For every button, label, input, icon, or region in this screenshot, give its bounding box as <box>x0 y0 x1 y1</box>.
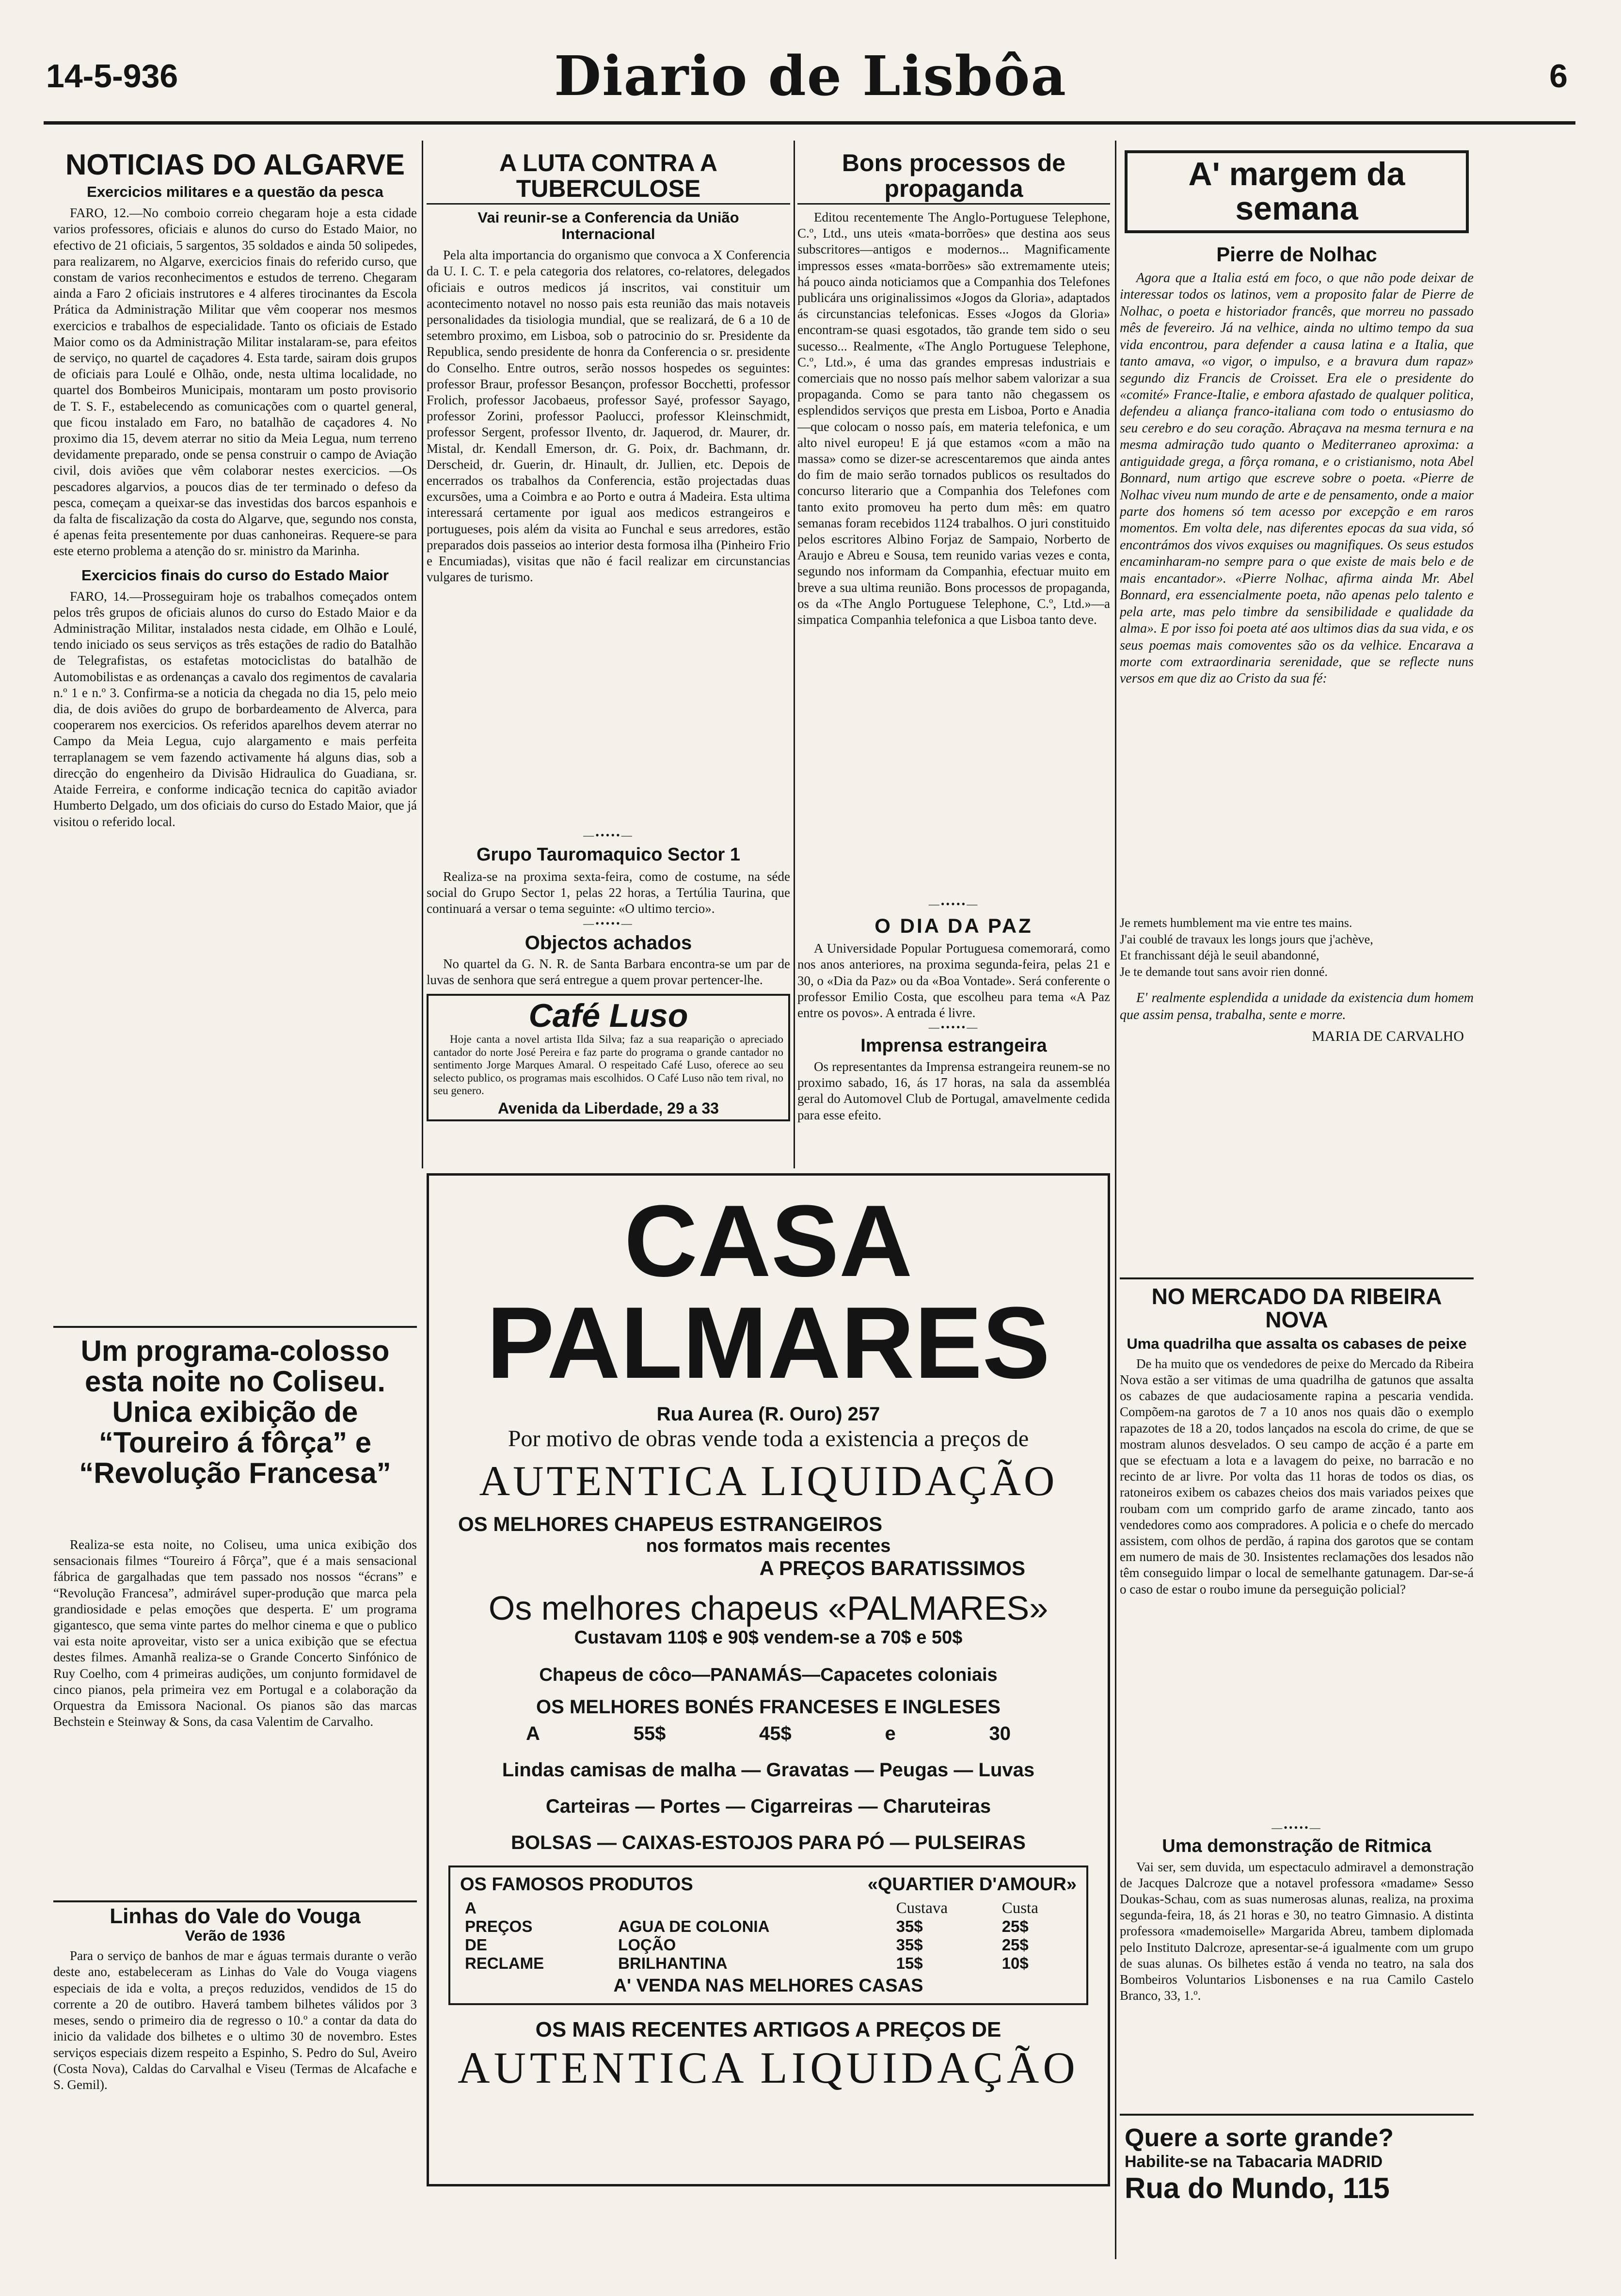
article-title: Objectos achados <box>524 932 692 954</box>
ad-line: Carteiras — Portes — Cigarreiras — Charuteiras <box>545 1796 991 1817</box>
ad-address: Rua Aurea (R. Ouro) 257 <box>656 1403 880 1425</box>
ad-line: nos formatos mais recentes <box>646 1536 891 1556</box>
newspaper-title: Diario de Lisbôa <box>554 45 1067 108</box>
article-subtitle: Vai reunir-se a Conferencia da União Internacional <box>477 209 739 243</box>
column-4 <box>1120 141 1474 2254</box>
separator: —•••••— <box>928 898 979 910</box>
header-rule <box>44 121 1575 125</box>
column-1 <box>53 141 417 2254</box>
separator: —•••••— <box>583 829 634 842</box>
cafe-luso-ad <box>427 994 790 1121</box>
article-body: Para o serviço de banhos de mar e águas termais durante o verão deste ano, estabeleceram as Linhas do Vale do Vouga viagens especiais de ida e volta, a preços reduzidos, vendidos de 15 do corrente a 20 de outibro. Haverá tambem bilhetes válidos por 3 meses, sendo o primeiro dia de regresso o 10.º a contar da data do inicio da validade dos bilhetes e o ultimo 30 de novembro. Estes serviços especiais dizem respeito a Espinho, S. Pedro do Sul, Aveiro (Costa Nova), Caldas do Carvalhal e Viseu (Termas de Alcafache e S. Gemil). <box>53 1948 417 2092</box>
ad-line: Custavam 110$ e 90$ vendem-se a 70$ e 50$ <box>574 1627 963 1648</box>
page-number: 6 <box>1549 58 1568 95</box>
casa-palmares-ad <box>427 1173 1110 2186</box>
article-body: Vai ser, sem duvida, um espectaculo admiravel a demonstração de Jacques Dalcroze que a notavel professora «madame» Sesso Doukas-Schau, com as suas numerosas alunas, realiza, na proxima segunda-feira, 18, ás 21 horas e 30, no teatro Gimnasio. A distinta professora «mademoiselle» Margarida Abreu, tambem diplomada pelo Instituto Dalcroze, apresentar-se-á igualmente com um grupo de suas alunas. Os bilhetes estão á venda no teatro, na sala dos Bombeiros Voluntarios Lisbonenses e na rua Camilo Castelo Branco, 33, 1.º. <box>1120 1859 1474 2003</box>
article-title: O DIA DA PAZ <box>874 914 1033 937</box>
article-title: Imprensa estrangeira <box>860 1036 1047 1056</box>
article-title: Linhas do Vale do Vouga <box>110 1904 361 1928</box>
column-divider <box>422 141 423 1168</box>
tabacaria-ad <box>1125 2123 1469 2205</box>
column-3 <box>797 141 1110 1168</box>
column-divider <box>794 141 795 1168</box>
signature: MARIA DE CARVALHO <box>1312 1028 1464 1044</box>
ad-line: Por motivo de obras vende toda a existencia a preços de <box>508 1426 1029 1451</box>
ad-line: Rua do Mundo, 115 <box>1125 2172 1390 2204</box>
ad-line: Quere a sorte grande? <box>1125 2124 1394 2152</box>
box-label: OS FAMOSOS PRODUTOS <box>460 1874 693 1895</box>
ad-title: CASA PALMARES <box>486 1184 1050 1400</box>
rule <box>53 1900 417 1902</box>
article-title: NOTICIAS DO ALGARVE <box>65 148 405 181</box>
article-body: FARO, 12.—No comboio correio chegaram hoje a esta cidade varios professores, oficiais e alunos do curso do Estado Maior, no efectivo de 21 oficiais, 5 sargentos, 35 soldados e ainda 50 solipedes, para realizarem, no Algarve, exercicios finais do referido curso, que constam de varios reconhecimentos e estudos de terreno. Chegaram ainda a Faro 2 oficiais instrutores e 4 alferes tirocinantes da Escola Prática da Administração Militar que vêm cooperar nos mesmos exercicios e trabalhos de especialidade. Tanto os oficiais de Estado Maior como os da Administração Militar instalaram-se, para efeitos de serviço, no quartel de caçadores 4. Esta tarde, sairam dois grupos de oficiais para Loulé e Olhão, onde, nesta ultima localidade, no quartel dos Bombeiros Municipais, montaram um posto provisorio de T. S. F., estabelecendo as comunicações com o quartel general, que ficou instalado em Faro, no batalhão de caçadores 4. No proximo dia 15, devem aterrar no sitio da Meia Legua, num terreno devidamente preparado, onde se pensa construir o campo de Aviação civil, dois aviões que vêm colaborar nestes exercicios. —Os pescadores algarvios, a poucos dias de ter terminado o defeso da pesca, começam a queixar-se das investidas dos barcos espanhois e da falta de fiscalização da costa do Algarve, que, segundo nos consta, é apenas feita presentemente por duas canhoneiras. Requere-se para este eterno problema a atenção do sr. ministro da Marinha. <box>53 206 417 558</box>
article-subtitle: Uma quadrilha que assalta os cabases de peixe <box>1127 1335 1467 1352</box>
article-title: A LUTA CONTRA A TUBERCULOSE <box>427 150 790 205</box>
separator: —•••••— <box>928 1021 979 1034</box>
rule <box>53 1326 417 1328</box>
article-subtitle: Exercicios militares e a questão da pesca <box>87 183 383 200</box>
ad-line: OS MELHORES BONÉS FRANCESES E INGLESES <box>536 1696 1001 1718</box>
ad-title: Café Luso <box>528 997 688 1035</box>
ad-line: BOLSAS — CAIXAS-ESTOJOS PARA PÓ — PULSEIRAS <box>511 1832 1026 1853</box>
price-table: A Custava Custa PREÇOS AGUA DE COLONIA 35$ 25$ DE LOÇÃO 35$ 25$ RECLAME BRILHANTINA 15$ 10$ <box>465 1899 1038 1972</box>
article-body: No quartel da G. N. R. de Santa Barbara encontra-se um par de luvas de senhora que será entregue a quem provar pertencer-lhe. <box>427 956 790 987</box>
ad-line: Os melhores chapeus «PALMARES» <box>488 1589 1049 1627</box>
verse: Je remets humblement ma vie entre tes mains. J'ai coublé de travaux les longs jours que j'achève, Et franchissant déjà le seuil abandonné, Je te demande tout sans avoir rien donné. <box>1120 915 1373 979</box>
ad-body: Hoje canta a novel artista Ilda Silva; faz a sua reaparição o apreciado cantador do norte José Pereira e faz parte do programa o grande cantador no sentimento Jorge Marques Amaral. O respeitado Café Luso, oferece ao seu selecto publico, os programas mais escolhidos. O Café Luso não tem rival, no seu genero. <box>433 1033 783 1097</box>
article-subtitle: Exercicios finais do curso do Estado Maior <box>81 566 389 584</box>
ad-line: OS MAIS RECENTES ARTIGOS A PREÇOS DE <box>535 2018 1001 2041</box>
article-body: FARO, 14.—Prosseguiram hoje os trabalhos começados ontem pelos três grupos de oficiais alunos do curso do Estado Maior e da Administração Militar, instalados nesta cidade, em Olhão e Loulé, tendo iniciado os seus serviços as três estações de radio do Batalhão de Telegrafistas, os estafetas motociclistas do batalhão de Automobilistas e as ordenanças a cavalo dos regimentos de cavalaria n.º 1 e n.º 3. Confirma-se a noticia da chegada no dia 15, pelo meio dia, de dois aviões do grupo de borbardeamento de Alverca, para cooperarem nos exercicios. Os referidos aparelhos devem aterrar no Campo da Meia Legua, cujo alargamento e mais perfeita terraplanagem se vem fazendo activamente há alguns dias, sob a direcção do engenheiro da Divisão Hidraulica do Guadiana, sr. Ataide Ferreira, e conforme indicação tecnica do capitão aviador Humberto Delgado, um dos oficiais do curso do Estado Maior, que já visitou o referido local. <box>53 589 417 829</box>
article-body: A Universidade Popular Portuguesa comemorará, como nos anos anteriores, na proxima segunda-feira, pelas 21 e 30, o «Dia da Paz» ou da «Boa Vontade». Será conferente o professor Emilio Costa, que escolheu para tema «A Paz entre os povos». A entrada é livre. <box>797 941 1110 1020</box>
article-title: Pierre de Nolhac <box>1216 242 1377 266</box>
article-body: Os representantes da Imprensa estrangeira reunem-se no proximo sabado, 16, ás 17 horas, na sala da assembléa geral do Automovel Club de Portugal, amavelmente cedida para esse efeito. <box>797 1059 1110 1122</box>
article-body: De ha muito que os vendedores de peixe do Mercado da Ribeira Nova estão a ser vitimas de uma quadrilha de gatunos que assalta os cabazes de que audaciosamente rapina a pescaria vendida. Compõem-na garotos de 7 a 10 anos nos quais dão o exemplo rapazotes de 18 a 20, todos lançados na escola do crime, de que se mostram alunos desvelados. O seu campo de acção é a parte em que se efectuam a lota e a lavagem do peixe, no barracão e no recinto de ar livre. Por volta das 11 horas de todos os dias, os ratoneiros exibem os cabazes cheios dos mais variados peixes que roubam com um comprido garfo de arame zincado, tanto aos vendedores como aos compradores. A policia e o chefe do mercado assistem, com olhos de perdão, á rapina dos garotos que se contam em numero de mais de 30. Insistentes reclamações dos lesados não têm conseguido limpar o local de semelhante gatunagem. Dar-se-á o caso de estar o roubo imune da perseguição policial? <box>1120 1356 1474 1596</box>
article-title: Bons processos de propaganda <box>797 150 1110 205</box>
article-body: Realiza-se esta noite, no Coliseu, uma unica exibição dos sensacionais filmes “Toureiro á Fôrça”, que é a mais sensacional fábrica de gargalhadas que tem passado nos nossos “écrans” e “Revolução Francesa”, admirável super-produção que marca pela grandiosidade e pelas emoções que desperta. E' um programa gigantesco, que sema vinte partes do melhor cinema e que o publico vai esta noite aproveitar, visto ser a unica exibição que se efectua destes filmes. Amanhã realiza-se o Grande Concerto Sinfónico de Ruy Coelho, com 4 primeiras audições, um conjunto formidavel de cinco pianos, pela primeira vez em Portugal e a colaboração da Orquestra da Emissora Nacional. Os pianos são das marcas Bechstein e Steinway & Sons, da casa Valentim de Carvalho. <box>53 1537 417 1729</box>
separator: —•••••— <box>1271 1821 1322 1834</box>
article-title: Uma demonstração de Ritmica <box>1162 1835 1431 1856</box>
ad-line: Chapeus de côco—PANAMÁS—Capacetes coloniais <box>539 1665 998 1685</box>
ad-address: Avenida da Liberdade, 29 a 33 <box>498 1099 719 1117</box>
ad-line: OS MELHORES CHAPEUS ESTRANGEIROS <box>458 1513 883 1535</box>
article-title: NO MERCADO DA RIBEIRA NOVA <box>1151 1284 1442 1333</box>
section-box <box>1125 150 1469 233</box>
box-brand: «QUARTIER D'AMOUR» <box>867 1874 1077 1895</box>
ad-line: Habilite-se na Tabacaria MADRID <box>1125 2152 1383 2171</box>
article-body: Editou recentemente The Anglo-Portuguese Telephone, C.º, Ltd., uns uteis «mata-borrões» que destina aos seus subscritores—antigos e modernos... Magnificamente impressos esses «mata-borrões» são extremamente uteis; há pouco ainda noticiamos que a Companhia dos Telefones publicára uns originalissimos «Jogos da Gloria», adaptados ás circunstancias telefonicas. Esses «Jogos da Gloria» encontram-se quasi esgotados, tão grande tem sido o seu sucesso... Realmente, «The Anglo Portuguese Telephone, C.º, Ltd.», é uma das grandes empresas industriais e comerciais que no nosso país melhor sabem valorizar a sua propaganda. Como se para tanto não chegassem os esplendidos serviços que presta em Lisboa, Porto e Anadia—que colocam o nosso país, em materia telefonica, e um alto nivel europeu! E já que estamos «com a mão na massa» como se dizer-se acrescentaremos que ainda antes do fim de maio serão tornados publicos os resultados do concurso literario que a Companhia dos Telefones com tanto exito promoveu ha perto dum mês: em quatro semanas foram recebidos 1124 trabalhos. O juri constituido pelos escritores Albino Forjaz de Sampaio, Norberto de Araujo e Abreu e Sousa, tem reunido varias vezes e conta, segundo nos informam da Companhia, efectuar muito em breve a sua ultima reunião. Bons processos de propaganda, os da «The Anglo Portuguese Telephone, C.º, Ltd.»—a simpatica Companhia telefonica a que Lisboa tanto deve. <box>797 210 1110 627</box>
article-body: E' realmente esplendida a unidade da existencia dum homem que assim pensa, trabalha, sente e morre. <box>1120 990 1474 1022</box>
column-divider <box>1115 141 1116 2259</box>
article-body: Pela alta importancia do organismo que convoca a X Conferencia da U. I. C. T. e pela categoria dos relatores, co-relatores, delegados oficiais e outros medicos já inscritos, vai constituir um acontecimento notavel no nosso pais esta reunião das mais notaveis personalidades da tisiologia mundial, que se realizará, de 6 a 10 de setembro proximo, em Lisboa, sob o patrocinio do sr. Presidente da Republica, sendo presidente de honra da Conferencia o sr. presidente do Conselho. Entre outros, serão nossos hospedes os seguintes: professor Braur, professor Besançon, professor Bocchetti, professor Frolich, professor Jacobaeus, professor Sayé, professor Sayago, professor Zorini, professor Paolucci, professor Kleinschmidt, professor Sergent, professor Ilvento, dr. Jaquerod, dr. Maurer, dr. Mistal, dr. Kendall Emerson, dr. G. Poix, dr. Bachmann, dr. Derscheid, dr. Guerin, dr. Hinault, dr. Jullien, etc. Depois de encerrados os trabalhos da Conferencia, estão projectadas duas excursões, uma a Coimbra e ao Porto e outra á Madeira. Esta ultima interessará certamente por igual aos medicos estrangeiros e portugueses, pois além da visita ao Funchal e seus arredores, estão preparados dois passeios ao interior desta formosa ilha (Pinheiro Frio e Encumiadas), visitas que não é facil realizar em circunstancias vulgares de turismo. <box>427 248 790 585</box>
ad-line: Lindas camisas de malha — Gravatas — Peugas — Luvas <box>502 1759 1035 1781</box>
article-body: Agora que a Italia está em foco, o que não pode deixar de interessar todos os latinos, vem a proposito falar de Pierre de Nolhac, o poeta e historiador francês, que morreu no passado mês de fevereiro. Já na velhice, ainda no ultimo tempo da sua vida encontrou, para defender a causa latina e a Italia, que tanto amava, «o vigor, o impulso, e a bravura dum rapaz» segundo diz Francis de Croisset. Era ele o presidente do «comité» France-Italie, e embora afastado de qualquer politica, defendeu a aliança franco-italiana com todo o entusiasmo do seu cerebro e do seu coração. Abraçava na mesma ternura e na mesma admiração tudo quanto o Mediterraneo aproxima: a antiguidade grega, a fôrça romana, e o cristianismo, nota Abel Bonnard, num artigo que escreve sobre o poeta. «Pierre de Nolhac viveu num mundo de arte e de pensamento, onde a maior parte dos homens só tem acesso por excepção e em raros momentos. Em volta dele, nas diferentes epocas da sua vida, só encontrámos dos vivos exquises ou magnifiques. Os seus estudos encaminharam-no sempre para o que existe de mais belo e de mais encantador». «Pierre Nolhac, afirma ainda Mr. Abel Bonnard, era essencialmente poeta, não apenas pelo talento e pela arte, mas pelo timbre da sensibilidade e qualidade da alma». E por isso foi poeta até aos ultimos dias da sua vida, e os seus poemas mais comoventes são os da velhice. Encarava a morte com extraordinaria serenidade, que se reflecte nuns versos em que diz ao Cristo da sua fé: <box>1120 270 1474 686</box>
issue-date: 14-5-936 <box>46 58 178 95</box>
quartier-damour-box <box>448 1866 1088 2005</box>
ad-line: AUTENTICA LIQUIDAÇÃO <box>479 1458 1058 1505</box>
article-title: Um programa-colosso esta noite no Coliseu. Unica exibição de “Toureiro á fôrça” e “Revolução Francesa” <box>79 1335 391 1489</box>
ad-line: A PREÇOS BARATISSIMOS <box>759 1557 1025 1579</box>
article-body: Realiza-se na proxima sexta-feira, como de costume, na séde social do Grupo Sector 1, pelas 22 horas, a Tertúlia Taurina, que continuará a versar o tema seguinte: «O ultimo tercio». <box>427 869 790 916</box>
separator: —•••••— <box>583 917 634 929</box>
article-subtitle: Verão de 1936 <box>185 1927 286 1945</box>
article-title: Grupo Tauromaquico Sector 1 <box>476 845 741 865</box>
ad-line: AUTENTICA LIQUIDAÇÃO <box>458 2043 1079 2092</box>
ad-prices: A 55$ 45$ e 30 <box>526 1723 1011 1744</box>
rule <box>1120 1277 1474 1279</box>
box-footer: A' VENDA NAS MELHORES CASAS <box>613 1976 923 1996</box>
rule <box>1120 2114 1474 2116</box>
section-title: A' margem da semana <box>1188 156 1405 227</box>
column-2 <box>427 141 790 1168</box>
